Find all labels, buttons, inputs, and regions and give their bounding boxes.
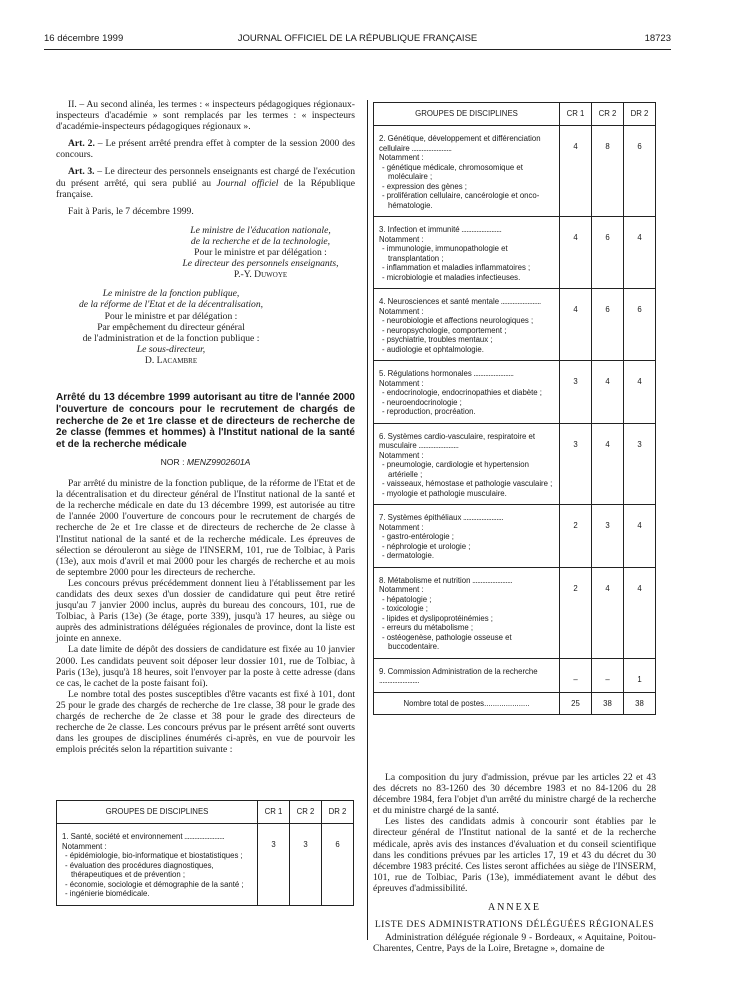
value-cr2: 3: [592, 505, 624, 568]
group-note: Notamment :: [379, 378, 424, 388]
value-cr2: 4: [592, 423, 624, 505]
value-cr2: 6: [592, 217, 624, 289]
header-journal-title: JOURNAL OFFICIEL DE LA RÉPUBLIQUE FRANÇAISE: [237, 33, 478, 44]
group-name: 8. Métabolisme et nutrition ........................: [379, 575, 513, 585]
value-cr1: 2: [560, 505, 592, 568]
value-cr2: 8: [592, 126, 624, 217]
table-row: [374, 505, 656, 568]
column-divider: [367, 100, 368, 940]
discipline-item: - neuropsychologie, comportement ;: [382, 325, 507, 335]
discipline-item: - prolifération cellulaire, cancérologie et onco-hématologie.: [382, 191, 540, 210]
value-cr2: 3: [290, 824, 322, 906]
discipline-item: - gastro-entérologie ;: [382, 532, 454, 541]
discipline-item: - génétique médicale, chromosomique et moléculaire ;: [382, 162, 523, 181]
value-dr2: 4: [624, 361, 656, 424]
discipline-item: - dermatologie.: [382, 551, 435, 560]
total-cr1: 25: [560, 692, 592, 715]
fait-a-paris: Fait à Paris, le 7 décembre 1999.: [68, 205, 194, 217]
discipline-item: - inflammation et maladies inflammatoires ;: [382, 263, 531, 272]
value-cr2: –: [592, 658, 624, 692]
table-row: [57, 824, 354, 906]
table-row: [374, 361, 656, 424]
value-dr2: 6: [624, 126, 656, 217]
body-paragraph-4: Le nombre total des postes susceptibles d'être vacants est fixé à 101, dont 25 pour le grade des chargés de recherche de 1re classe, 38 pour le grade des chargés de recherche de 2e classe et 38 pour le grade des directeurs de recherche de 2e classe. Les concours prévus par le présent arrêté sont ouverts dans les groupes de disciplines énumérés ci-après, en vue de pourvoir les emplois précités selon la répartition suivante :: [56, 688, 355, 756]
group-note: Notamment :: [379, 585, 424, 594]
article-3: Art. 3. – Le directeur des personnels enseignants est chargé de l'exécution du présent arrêté, qui sera publié au Journal officiel de la République française.: [56, 166, 356, 200]
value-dr2: 6: [624, 289, 656, 361]
jury-paragraph: La composition du jury d'admission, prévue par les articles 22 et 43 des décrets no 83-1260 des 30 décembre 1983 et no 84-1206 du 28 décembre 1984, fera l'objet d'un arrêté du ministre chargé de la recherche et du ministre chargé de la santé.: [373, 772, 656, 817]
discipline-item: - évaluation des procédures diagnostiques, thérapeutiques et de prévention ;: [65, 860, 214, 879]
total-cr2: 38: [592, 692, 624, 715]
group-name: 2. Génétique, développement et différenciation cellulaire ........................: [379, 134, 541, 153]
value-cr1: 4: [560, 217, 592, 289]
listes-paragraph: Les listes des candidats admis à concourir sont établies par le directeur général de l'Institut national de la santé et de la recherche médicale, après avis des instances d'évaluation et du conseil scientifique dans les conditions prévues par les articles 17, 19 et 43 du décret du 30 décembre 1983 précité. Ces listes seront affichées au siège de l'INSERM, 101, rue de Tolbiac, Paris (13e), immédiatement avant le début des épreuves d'admissibilité.: [373, 816, 656, 894]
value-cr1: 2: [560, 567, 592, 658]
total-dr2: 38: [624, 692, 656, 715]
signature-block-1: Le ministre de l'éducation nationale, de la recherche et de la technologie, Pour le ministre et par délégation : Le directeur des personnels enseignants, P.-Y. Duwoye: [182, 224, 339, 281]
value-dr2: 4: [624, 217, 656, 289]
col-header-dr2: DR 2: [322, 801, 354, 824]
table-total-row: Nombre total de postes..................... 25 38 38: [374, 692, 656, 715]
discipline-item: - toxicologie ;: [382, 604, 428, 613]
group-name: 6. Systèmes cardio-vasculaire, respiratoire et musculaire ........................: [379, 431, 535, 450]
discipline-item: - néphrologie et urologie ;: [382, 541, 471, 551]
value-dr2: 4: [624, 505, 656, 568]
discipline-item: - lipides et dyslipoprotéinémies ;: [382, 613, 493, 623]
page-header: [44, 33, 671, 47]
discipline-item: - myologie et pathologie musculaire.: [382, 488, 507, 498]
paragraph-ii: II. – Au second alinéa, les termes : « inspecteurs pédagogiques régionaux-inspecteurs d'académie » sont remplacés par les termes : « inspecteurs d'académie-inspecteurs pédagogiques régionaux ».: [56, 99, 355, 133]
group-name: 9. Commission Administration de la recherche ........................: [379, 666, 538, 685]
body-paragraph-3: La date limite de dépôt des dossiers de candidature est fixée au 10 janvier 2000. Les candidats peuvent soit déposer leur dossier 101, rue de Tolbiac, à Paris (13e), jusqu'à 18 heures, soit l'envoyer par la poste à cette adresse (dans ce cas, le cachet de la poste faisant foi).: [56, 644, 355, 689]
value-cr2: 6: [592, 289, 624, 361]
value-dr2: 4: [624, 567, 656, 658]
admin-paragraph: Administration déléguée régionale 9 - Bordeaux, « Aquitaine, Poitou-Charentes, Centre, Pays de la Loire, Bretagne », domaine de: [373, 932, 656, 955]
group-note: Notamment :: [62, 841, 107, 851]
header-date: 16 décembre 1999: [44, 33, 124, 44]
header-page-number: 18723: [644, 33, 671, 44]
discipline-item: - erreurs du métabolisme ;: [382, 623, 473, 632]
value-cr2: 4: [592, 361, 624, 424]
col-header-dr2: DR 2: [624, 103, 656, 126]
left-column: [56, 99, 355, 755]
value-cr1: 4: [560, 126, 592, 217]
discipline-item: - immunologie, immunopathologie et transplantation ;: [382, 244, 508, 263]
table-row: [374, 567, 656, 658]
value-cr1: 3: [560, 423, 592, 505]
nor-reference: NOR : MENZ9902601A: [160, 456, 251, 467]
group-note: Notamment :: [379, 234, 424, 244]
body-paragraph-2: Les concours prévus précédemment donnent lieu à l'établissement par les candidats des deux sexes d'un dossier de candidature qui peut être retiré jusqu'au 7 janvier 2000 inclus, auprès du bureau des concours, 101, rue de Tolbiac, à Paris (13e) (3e étage, porte 339), jusqu'à 17 heures, au siège ou auprès des administrations déléguées régionales de province, dont la liste est jointe en annexe.: [56, 577, 355, 645]
disciplines-table-right: [373, 102, 656, 715]
table-row: [374, 423, 656, 505]
discipline-item: - endocrinologie, endocrinopathies et diabète ;: [382, 388, 542, 397]
discipline-item: - épidémiologie, bio-informatique et biostatistiques ;: [65, 851, 243, 860]
article-2: Art. 2. – Le présent arrêté prendra effet à compter de la session 2000 des concours.: [56, 138, 356, 161]
value-dr2: 1: [624, 658, 656, 692]
value-dr2: 6: [322, 824, 354, 906]
liste-heading: LISTE DES ADMINISTRATIONS DÉLÉGUÉES RÉGIONALES: [374, 919, 655, 931]
disciplines-table-left: [56, 800, 354, 906]
group-note: Notamment :: [379, 450, 424, 460]
col-header-cr2: CR 2: [592, 103, 624, 126]
discipline-item: - microbiologie et maladies infectieuses.: [382, 272, 521, 282]
group-name: 7. Systèmes épithéliaux ........................: [379, 513, 503, 522]
value-cr1: 3: [258, 824, 290, 906]
group-note: Notamment :: [379, 522, 424, 532]
group-name: 1. Santé, société et environnement ........................: [62, 832, 225, 841]
discipline-item: - économie, sociologie et démographie de la santé ;: [65, 879, 244, 889]
table-row: [374, 658, 656, 692]
discipline-item: - expression des gènes ;: [382, 181, 467, 191]
discipline-item: - reproduction, procréation.: [382, 407, 476, 416]
group-name: 5. Régulations hormonales ........................: [379, 369, 514, 378]
value-cr1: –: [560, 658, 592, 692]
value-dr2: 3: [624, 423, 656, 505]
table-row: [374, 217, 656, 289]
group-name: 3. Infection et immunité ........................: [379, 225, 502, 234]
value-cr2: 4: [592, 567, 624, 658]
table-row: [374, 289, 656, 361]
right-column-text: [373, 772, 656, 954]
total-label: Nombre total de postes: [403, 698, 485, 708]
arrete-title: Arrêté du 13 décembre 1999 autorisant au titre de l'année 2000 l'ouverture de concours pour le recrutement de chargés de recherche de 2e et 1re classe et de directeurs de recherche de 2e classe (femmes et hommes) à l'Institut national de la santé et de la recherche médicale: [56, 391, 355, 451]
signature-block-2: Le ministre de la fonction publique, de la réforme de l'Etat et de la décentralisation, Pour le ministre et par délégation : Par empêchement du directeur général de l'administration et de la fonction publique : Le sous-directeur, D. Lacambre: [78, 288, 264, 366]
col-header-cr1: CR 1: [560, 103, 592, 126]
header-rule: [44, 49, 671, 50]
discipline-item: - ostéogenèse, pathologie osseuse et buccodentaire.: [382, 632, 512, 651]
discipline-item: - neurobiologie et affections neurologiques ;: [382, 316, 534, 325]
discipline-item: - psychiatrie, troubles mentaux ;: [382, 335, 493, 344]
col-header-groups: GROUPES DE DISCIPLINES: [374, 103, 560, 126]
value-cr1: 4: [560, 289, 592, 361]
discipline-item: - neuroendocrinologie ;: [382, 397, 462, 407]
group-name: 4. Neurosciences et santé mentale ........................: [379, 297, 541, 306]
discipline-item: - ingénierie biomédicale.: [65, 889, 150, 898]
col-header-cr2: CR 2: [290, 801, 322, 824]
table-row: [374, 126, 656, 217]
value-cr1: 3: [560, 361, 592, 424]
body-paragraph-1: Par arrêté du ministre de la fonction publique, de la réforme de l'Etat et de la décentralisation et du directeur général de l'Institut national de la santé et de la recherche médicale en date du 13 décembre 1999, est autorisée au titre de l'année 2000 l'ouverture de concours pour le recrutement de chargés de recherche de 2e et 1re classe et de directeurs de recherche de 2e classe à l'Institut national de la santé et de la recherche médicale. Les épreuves de sélection se dérouleront au siège de l'INSERM, 101, rue de Tolbiac, à Paris (13e), aux mois d'avril et mai 2000 pour les chargés de recherche et au mois de septembre 2000 pour les directeurs de recherche.: [56, 478, 355, 578]
col-header-cr1: CR 1: [258, 801, 290, 824]
group-note: Notamment :: [379, 306, 424, 316]
col-header-groups: GROUPES DE DISCIPLINES: [57, 801, 258, 824]
discipline-item: - pneumologie, cardiologie et hypertension artérielle ;: [382, 460, 529, 479]
annexe-heading: ANNEXE: [487, 902, 542, 914]
discipline-item: - audiologie et ophtalmologie.: [382, 344, 484, 354]
group-note: Notamment :: [379, 153, 424, 162]
discipline-item: - hépatologie ;: [382, 594, 432, 604]
discipline-item: - vaisseaux, hémostase et pathologie vasculaire ;: [382, 479, 553, 488]
